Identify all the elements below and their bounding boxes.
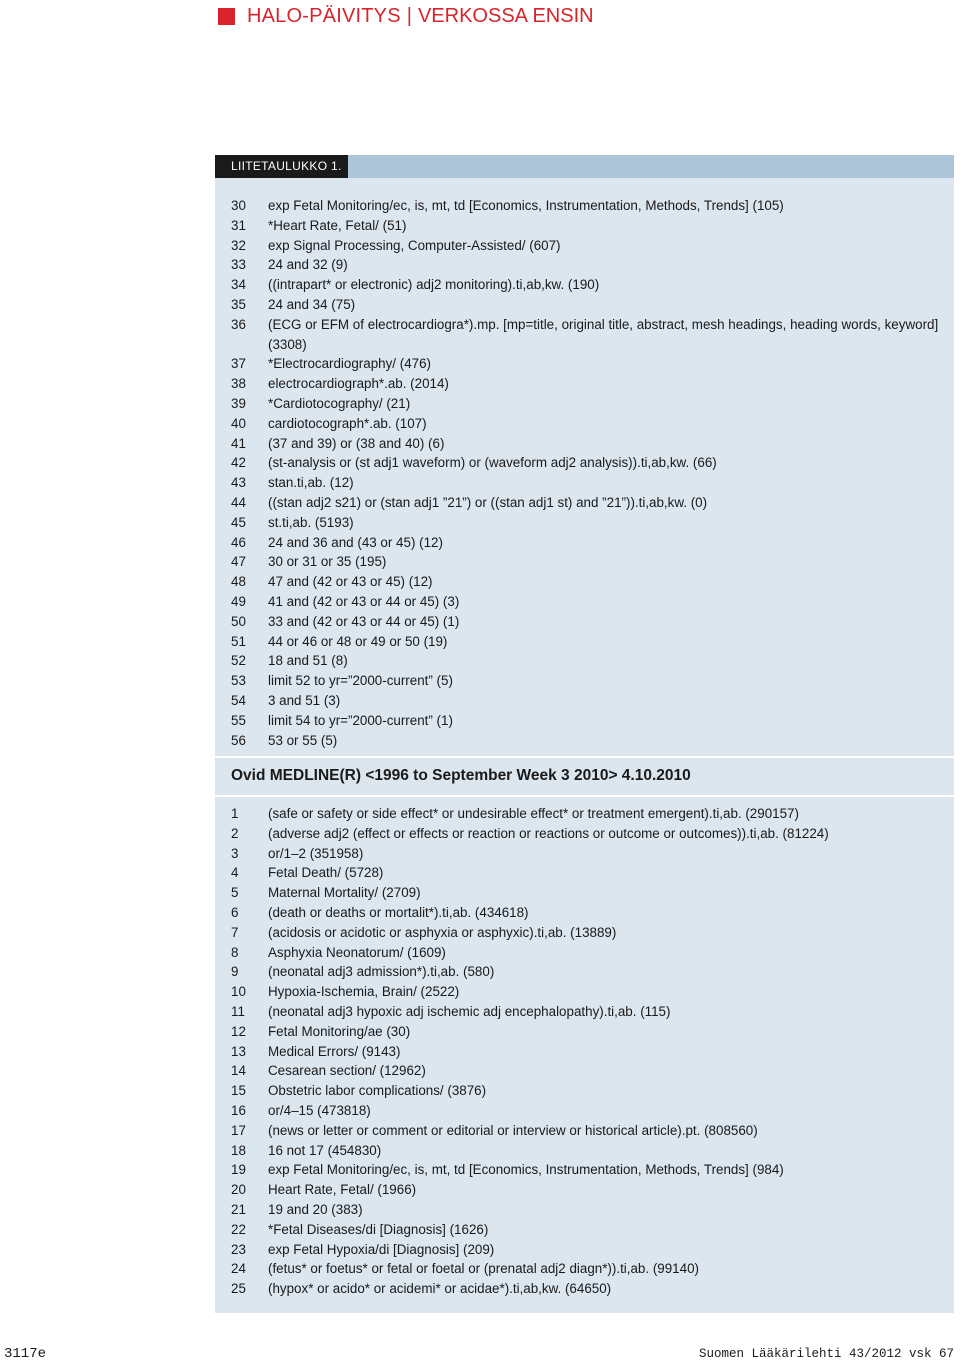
line-number: 10 xyxy=(231,984,246,1000)
line-number: 25 xyxy=(231,1281,246,1297)
search-line xyxy=(231,883,946,903)
search-line xyxy=(231,691,946,711)
line-number: 31 xyxy=(231,217,246,233)
search-line xyxy=(231,354,946,374)
line-number: 24 xyxy=(231,1261,246,1277)
search-line xyxy=(231,1022,946,1042)
line-number: 45 xyxy=(231,514,246,530)
search-line xyxy=(231,903,946,923)
search-line xyxy=(231,943,946,963)
line-number: 35 xyxy=(231,296,246,312)
search-line xyxy=(231,1081,946,1101)
search-query: cardiotocograph*.ab. (107) xyxy=(268,415,427,431)
search-line xyxy=(231,1121,946,1141)
search-line xyxy=(231,572,946,592)
search-line xyxy=(231,196,946,216)
line-number: 1 xyxy=(231,806,239,821)
search-query: (ECG or EFM of electrocardiogra*).mp. [mp=title, original title, abstract, mesh headings, heading words, keyword] xyxy=(268,316,939,332)
divider xyxy=(215,756,954,758)
search-line xyxy=(231,1002,946,1022)
line-number: 56 xyxy=(231,732,246,748)
search-query: 33 and (42 or 43 or 44 or 45) (1) xyxy=(268,613,460,629)
database-title: Ovid MEDLINE(R) <1996 to September Week 3 2010> 4.10.2010 xyxy=(231,767,691,784)
line-number: 22 xyxy=(231,1221,246,1237)
search-line xyxy=(231,1259,946,1279)
search-line xyxy=(231,1160,946,1180)
search-line xyxy=(231,844,946,864)
search-query: *Heart Rate, Fetal/ (51) xyxy=(268,217,407,233)
line-number: 43 xyxy=(231,475,246,491)
search-query: *Fetal Diseases/di [Diagnosis] (1626) xyxy=(268,1221,489,1237)
search-line xyxy=(231,453,946,473)
line-number: 52 xyxy=(231,653,246,669)
search-line xyxy=(231,434,946,454)
search-strategy-list-2 xyxy=(231,804,946,1299)
search-query: limit 52 to yr=”2000-current” (5) xyxy=(268,673,453,689)
line-number: 54 xyxy=(231,692,246,708)
search-query: *Electrocardiography/ (476) xyxy=(268,356,432,372)
search-query: stan.ti,ab. (12) xyxy=(268,475,354,491)
line-number: 51 xyxy=(231,633,246,649)
search-query: (fetus* or foetus* or fetal or foetal or (prenatal adj2 diagn*)).ti,ab. (99140) xyxy=(268,1261,699,1277)
search-query: exp Fetal Monitoring/ec, is, mt, td [Economics, Instrumentation, Methods, Trends] (984) xyxy=(268,1162,784,1178)
search-line xyxy=(231,711,946,731)
search-query: 24 and 32 (9) xyxy=(268,257,348,273)
search-line xyxy=(231,632,946,652)
line-number: 33 xyxy=(231,257,246,273)
search-line xyxy=(231,335,946,355)
search-query: ((stan adj2 s21) or (stan adj1 ”21”) or ((stan adj1 st) and ”21”)).ti,ab,kw. (0) xyxy=(268,494,708,510)
line-number: 19 xyxy=(231,1162,246,1178)
search-line xyxy=(231,804,946,824)
search-query: 3 and 51 (3) xyxy=(268,692,341,708)
line-number: 32 xyxy=(231,237,246,253)
search-query: Fetal Monitoring/ae (30) xyxy=(268,1023,411,1039)
line-number: 17 xyxy=(231,1122,246,1138)
search-query: 19 and 20 (383) xyxy=(268,1201,363,1217)
search-query: (safe or safety or side effect* or undesirable effect* or treatment emergent).ti,ab. (290157) xyxy=(268,806,799,821)
line-number: 14 xyxy=(231,1063,246,1079)
search-query: 30 or 31 or 35 (195) xyxy=(268,554,387,570)
line-number: 41 xyxy=(231,435,246,451)
line-number: 7 xyxy=(231,924,239,940)
line-number: 47 xyxy=(231,554,246,570)
search-query: Obstetric labor complications/ (3876) xyxy=(268,1083,487,1099)
search-query: 44 or 46 or 48 or 49 or 50 (19) xyxy=(268,633,448,649)
divider xyxy=(215,795,954,797)
search-line xyxy=(231,414,946,434)
search-query: 24 and 36 and (43 or 45) (12) xyxy=(268,534,443,550)
search-query: (death or deaths or mortalit*).ti,ab. (434618) xyxy=(268,904,529,920)
line-number: 18 xyxy=(231,1142,246,1158)
search-query: (acidosis or acidotic or asphyxia or asphyxic).ti,ab. (13889) xyxy=(268,924,617,940)
line-number: 34 xyxy=(231,277,246,293)
search-line xyxy=(231,1101,946,1121)
search-query: (neonatal adj3 hypoxic adj ischemic adj encephalopathy).ti,ab. (115) xyxy=(268,1003,671,1019)
line-number: 11 xyxy=(231,1003,245,1019)
search-line xyxy=(231,533,946,553)
search-query: (st-analysis or (st adj1 waveform) or (waveform adj2 analysis)).ti,ab,kw. (66) xyxy=(268,455,717,471)
search-line xyxy=(231,1279,946,1299)
search-line xyxy=(231,1180,946,1200)
search-line xyxy=(231,295,946,315)
line-number: 2 xyxy=(231,825,239,841)
line-number: 50 xyxy=(231,613,246,629)
search-query: exp Signal Processing, Computer-Assisted/ (607) xyxy=(268,237,561,253)
search-query: 24 and 34 (75) xyxy=(268,296,356,312)
line-number: 40 xyxy=(231,415,246,431)
search-line xyxy=(231,513,946,533)
search-line xyxy=(231,824,946,844)
header-separator: | xyxy=(406,4,412,27)
line-number: 44 xyxy=(231,494,246,510)
line-number: 36 xyxy=(231,316,246,332)
search-query: 53 or 55 (5) xyxy=(268,732,338,748)
search-query: Fetal Death/ (5728) xyxy=(268,865,384,881)
search-line xyxy=(231,394,946,414)
search-line xyxy=(231,216,946,236)
line-number: 39 xyxy=(231,395,246,411)
line-number xyxy=(231,335,268,355)
search-strategy-list-1 xyxy=(231,196,946,750)
search-line xyxy=(231,255,946,275)
search-query: Maternal Mortality/ (2709) xyxy=(268,885,421,901)
line-number: 55 xyxy=(231,712,246,728)
search-line xyxy=(231,1042,946,1062)
line-number: 9 xyxy=(231,964,239,980)
search-line xyxy=(231,374,946,394)
search-line xyxy=(231,1220,946,1240)
search-line xyxy=(231,1240,946,1260)
search-query: exp Fetal Monitoring/ec, is, mt, td [Economics, Instrumentation, Methods, Trends] (105) xyxy=(268,198,784,213)
line-number: 37 xyxy=(231,356,246,372)
line-number: 20 xyxy=(231,1182,246,1198)
search-query: Asphyxia Neonatorum/ (1609) xyxy=(268,944,446,960)
search-query: 47 and (42 or 43 or 45) (12) xyxy=(268,574,433,590)
line-number: 42 xyxy=(231,455,246,471)
search-query: 18 and 51 (8) xyxy=(268,653,348,669)
line-number: 49 xyxy=(231,593,246,609)
search-query: st.ti,ab. (5193) xyxy=(268,514,354,530)
search-query: ((intrapart* or electronic) adj2 monitoring).ti,ab,kw. (190) xyxy=(268,277,600,293)
line-number: 3 xyxy=(231,845,239,861)
header-section-title: HALO-PÄIVITYS xyxy=(247,4,401,27)
search-query: (news or letter or comment or editorial or interview or historical article).pt. (808560) xyxy=(268,1122,758,1138)
search-line xyxy=(231,651,946,671)
search-line xyxy=(231,275,946,295)
search-line xyxy=(231,1141,946,1161)
search-query: Hypoxia-Ischemia, Brain/ (2522) xyxy=(268,984,460,1000)
line-number: 16 xyxy=(231,1102,246,1118)
line-number: 4 xyxy=(231,865,239,881)
search-line xyxy=(231,1200,946,1220)
search-line xyxy=(231,236,946,256)
search-query: Cesarean section/ (12962) xyxy=(268,1063,426,1079)
line-number: 30 xyxy=(231,198,246,213)
search-query: (hypox* or acido* or acidemi* or acidae*).ti,ab,kw. (64650) xyxy=(268,1281,612,1297)
red-square-icon xyxy=(218,8,235,25)
line-number: 23 xyxy=(231,1241,246,1257)
line-number: 48 xyxy=(231,574,246,590)
search-query: *Cardiotocography/ (21) xyxy=(268,395,411,411)
search-line xyxy=(231,493,946,513)
search-line xyxy=(231,315,946,335)
search-query: or/1–2 (351958) xyxy=(268,845,364,861)
line-number: 53 xyxy=(231,673,246,689)
search-query: 41 and (42 or 43 or 44 or 45) (3) xyxy=(268,593,460,609)
line-number: 5 xyxy=(231,885,239,901)
search-query: (3308) xyxy=(268,336,307,352)
search-query: (neonatal adj3 admission*).ti,ab. (580) xyxy=(268,964,495,980)
journal-citation: Suomen Lääkärilehti 43/2012 vsk 67 xyxy=(698,1347,954,1361)
page-code: 3117e xyxy=(4,1346,47,1362)
search-line xyxy=(231,863,946,883)
line-number: 15 xyxy=(231,1083,246,1099)
search-query: 16 not 17 (454830) xyxy=(268,1142,382,1158)
search-line xyxy=(231,1061,946,1081)
page-header xyxy=(218,3,594,29)
search-query: Heart Rate, Fetal/ (1966) xyxy=(268,1182,417,1198)
search-query: (adverse adj2 (effect or effects or reaction or reactions or outcome or outcomes)).ti,ab. (81224) xyxy=(268,825,829,841)
search-query: or/4–15 (473818) xyxy=(268,1102,371,1118)
search-line xyxy=(231,592,946,612)
search-query: limit 54 to yr=”2000-current” (1) xyxy=(268,712,453,728)
line-number: 12 xyxy=(231,1023,246,1039)
header-subtitle: VERKOSSA ENSIN xyxy=(417,4,594,27)
search-query: (37 and 39) or (38 and 40) (6) xyxy=(268,435,445,451)
search-line xyxy=(231,612,946,632)
line-number: 13 xyxy=(231,1043,246,1059)
search-line xyxy=(231,962,946,982)
search-query: electrocardiograph*.ab. (2014) xyxy=(268,376,449,392)
line-number: 6 xyxy=(231,904,239,920)
line-number: 21 xyxy=(231,1201,246,1217)
line-number: 46 xyxy=(231,534,246,550)
search-line xyxy=(231,731,946,751)
search-line xyxy=(231,982,946,1002)
line-number: 38 xyxy=(231,376,246,392)
search-query: exp Fetal Hypoxia/di [Diagnosis] (209) xyxy=(268,1241,495,1257)
search-line xyxy=(231,923,946,943)
search-line xyxy=(231,552,946,572)
search-line xyxy=(231,473,946,493)
line-number: 8 xyxy=(231,944,239,960)
search-line xyxy=(231,671,946,691)
search-query: Medical Errors/ (9143) xyxy=(268,1043,401,1059)
table-tab-label: LIITETAULUKKO 1. xyxy=(215,155,348,178)
